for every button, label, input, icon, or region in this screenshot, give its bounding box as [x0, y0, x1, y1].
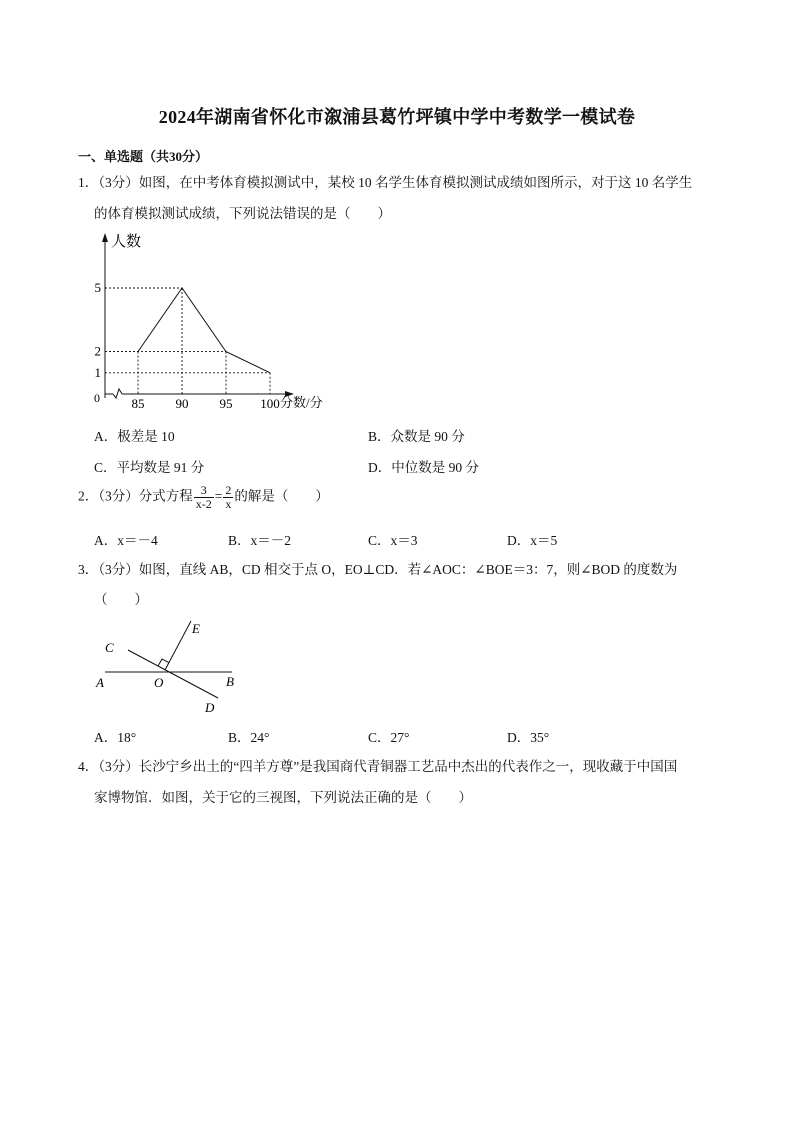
question-3-line-2: （ ） [94, 592, 148, 607]
score-line-chart [88, 228, 348, 416]
q3-option-c[interactable]: C．27° [368, 730, 410, 745]
intersecting-lines-figure [90, 614, 250, 718]
fraction-2 [223, 484, 233, 511]
label-e: E [192, 621, 200, 636]
question-1-line-2: 的体育模拟测试成绩，下列说法错误的是（ ） [94, 206, 391, 221]
q1-option-a[interactable]: A．极差是 10 [94, 429, 175, 444]
x-tick-label: 100 [260, 396, 280, 411]
q2-option-b[interactable]: B．x＝－2 [228, 533, 292, 548]
q3-option-a[interactable]: A．18° [94, 730, 137, 745]
y-axis-label: 人数 [111, 234, 142, 250]
question-2-suffix: 的解是（ ） [234, 488, 329, 504]
x-axis-label: 分数/分 [280, 395, 323, 410]
label-d: D [205, 700, 215, 715]
fraction-2-numerator: 2 [225, 483, 232, 497]
axis-break [113, 389, 122, 398]
line-cd [128, 650, 218, 698]
page-title: 2024年湖南省怀化市溆浦县葛竹坪镇中学中考数学一模试卷 [158, 107, 636, 127]
question-4-line-1: 4．（3分）长沙宁乡出土的“四羊方尊”是我国商代青铜器工艺品中杰出的代表作之一，现收藏于中国国 [78, 759, 678, 774]
label-c: C [105, 640, 114, 655]
y-tick-label: 1 [94, 364, 101, 380]
equals-sign: = [214, 488, 223, 504]
label-o: O [154, 675, 164, 690]
label-a: A [96, 675, 104, 690]
guide-lines [105, 288, 270, 394]
label-b: B [226, 674, 234, 689]
fraction-1-denominator: x-2 [195, 497, 212, 511]
q3-option-b[interactable]: B．24° [228, 730, 270, 745]
q2-option-a[interactable]: A．x＝－4 [94, 533, 158, 548]
question-2 [78, 484, 329, 511]
section-heading: 一、单选题（共30分） [78, 149, 209, 164]
fraction-1 [194, 484, 214, 511]
q2-option-c[interactable]: C．x＝3 [368, 533, 418, 548]
x-tick-label: 90 [175, 396, 189, 411]
question-4-line-2: 家博物馆．如图，关于它的三视图，下列说法正确的是（ ） [94, 790, 472, 805]
fraction-1-numerator: 3 [194, 484, 214, 498]
y-tick-label: 2 [94, 343, 101, 359]
x-tick-label: 95 [219, 396, 233, 411]
fraction-2-denominator: x [225, 497, 232, 511]
q1-option-b[interactable]: B．众数是 90 分 [368, 429, 465, 444]
question-1-line-1: 1．（3分）如图，在中考体育模拟测试中，某校 10 名学生体育模拟测试成绩如图所示，对于这 10 名学生 [78, 175, 693, 190]
question-3-line-1: 3．（3分）如图，直线 AB，CD 相交于点 O，EO⊥CD．若∠AOC：∠BOE＝3：7，则∠BOD 的度数为 [78, 562, 678, 577]
q3-option-d[interactable]: D．35° [507, 730, 550, 745]
x-tick-label: 85 [131, 396, 145, 411]
y-axis-arrow [102, 233, 108, 242]
y-tick-label: 5 [94, 280, 101, 295]
tick-labels [95, 280, 280, 411]
q1-option-c[interactable]: C．平均数是 91 分 [94, 460, 205, 475]
origin-label: 0 [94, 391, 100, 405]
data-line [138, 288, 270, 373]
q2-option-d[interactable]: D．x＝5 [507, 533, 558, 548]
q1-option-d[interactable]: D．中位数是 90 分 [368, 460, 479, 475]
question-2-prefix: 2．（3分）分式方程 [78, 488, 193, 504]
